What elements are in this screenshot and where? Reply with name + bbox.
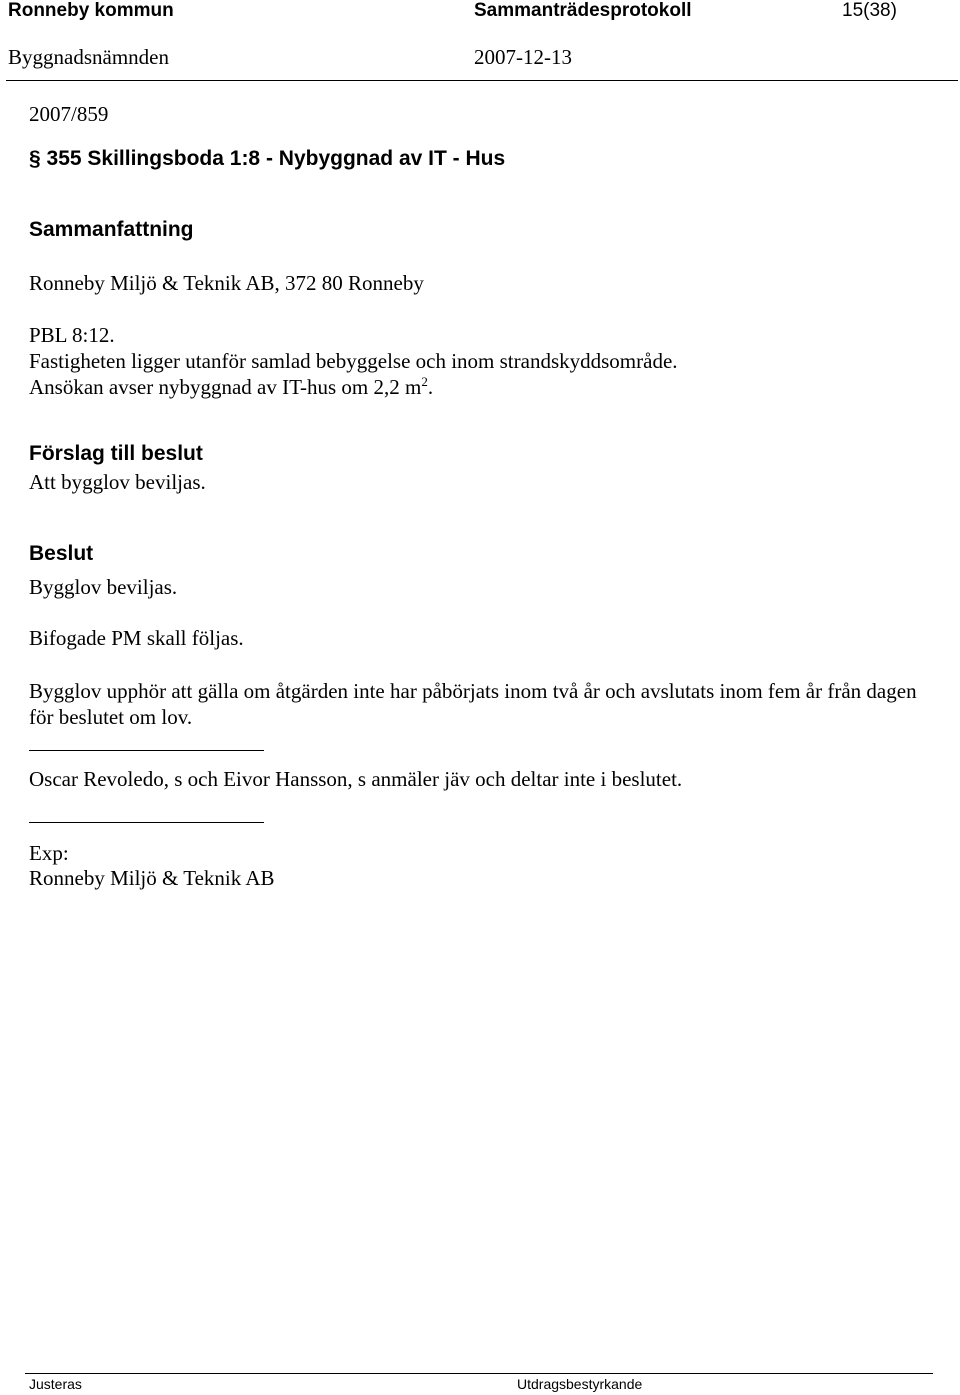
summary-law: PBL 8:12. (29, 323, 115, 347)
header-divider (6, 80, 958, 81)
separator-line (29, 750, 264, 751)
section-title-text: 355 Skillingsboda 1:8 - Nybyggnad av IT - Hus (46, 147, 506, 170)
decision-line-1: Bygglov beviljas. (29, 575, 178, 599)
footer-justeras: Justeras (29, 1376, 82, 1392)
decision-line-2: Bifogade PM skall följas. (29, 626, 244, 650)
dispatch-recipient: Ronneby Miljö & Teknik AB (29, 866, 275, 890)
committee-name: Byggnadsnämnden (8, 45, 169, 69)
area-superscript: 2 (421, 374, 428, 389)
decision-heading: Beslut (29, 542, 94, 565)
application-end: . (427, 375, 434, 399)
dispatch-label: Exp: (29, 841, 69, 865)
separator-line (29, 822, 264, 823)
case-number: 2007/859 (29, 102, 109, 126)
proposal-heading: Förslag till beslut (29, 442, 203, 465)
organization-name: Ronneby kommun (8, 0, 174, 21)
document-type: Sammanträdesprotokoll (474, 0, 692, 21)
summary-property-note: Fastigheten ligger utanför samlad bebyggelse och inom strandskyddsområde. (29, 349, 678, 373)
section-title (29, 147, 505, 171)
proposal-text: Att bygglov beviljas. (29, 470, 206, 494)
section-symbol: § (29, 147, 41, 170)
footer-utdragsbestyrkande: Utdragsbestyrkande (517, 1376, 643, 1392)
decision-line-3: Bygglov upphör att gälla om åtgärden inte har påbörjats inom två år och avslutats inom fem år från dagen för beslutet om lov. (29, 679, 917, 729)
footer-divider (25, 1373, 933, 1374)
page-number: 15(38) (842, 0, 897, 21)
summary-heading: Sammanfattning (29, 218, 194, 241)
summary-applicant: Ronneby Miljö & Teknik AB, 372 80 Ronneby (29, 271, 424, 295)
meeting-date: 2007-12-13 (474, 45, 572, 69)
summary-application (29, 375, 433, 400)
conflict-note: Oscar Revoledo, s och Eivor Hansson, s anmäler jäv och deltar inte i beslutet. (29, 767, 683, 791)
application-text: Ansökan avser nybyggnad av IT-hus om 2,2 m (29, 375, 422, 399)
